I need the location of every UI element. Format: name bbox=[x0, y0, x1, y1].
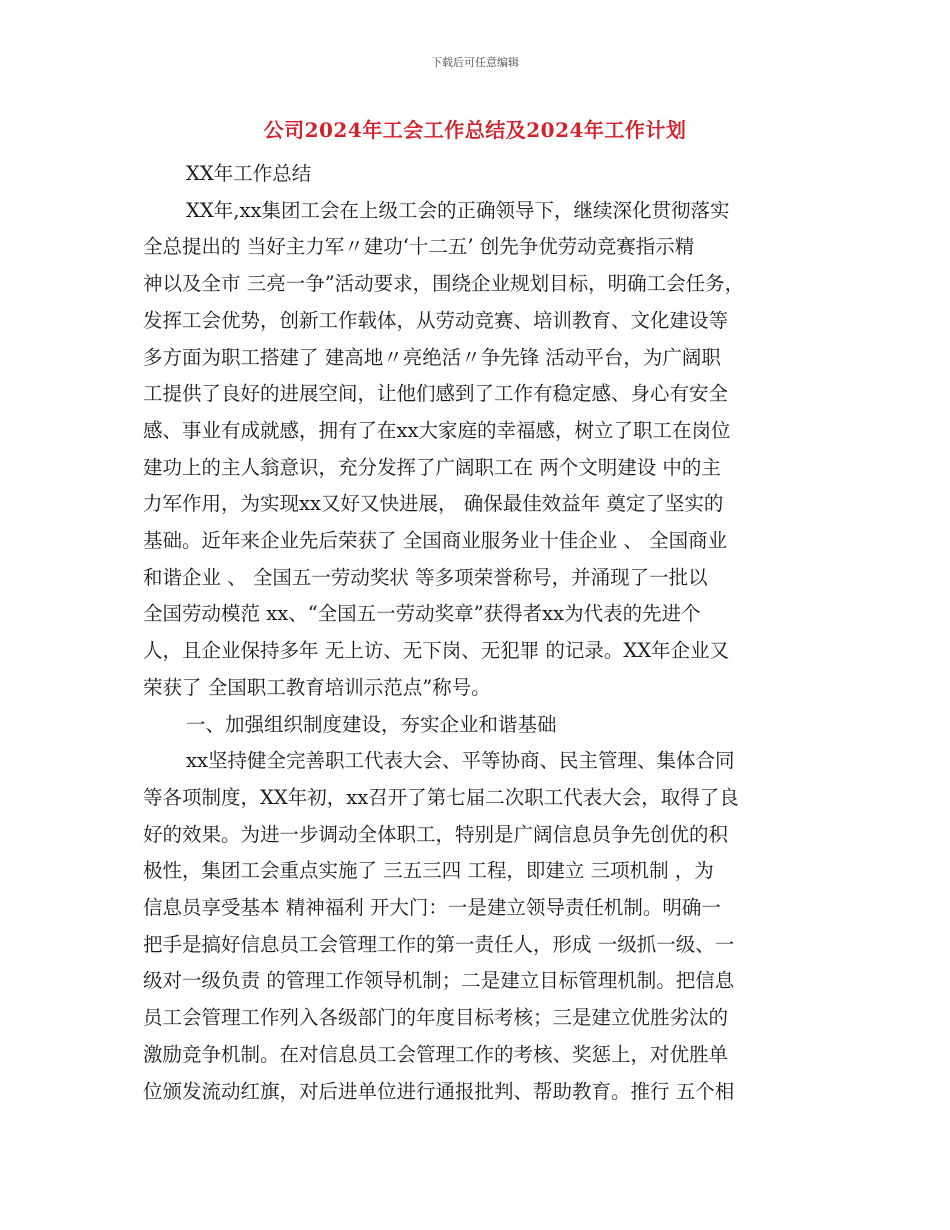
body-line: 发挥工会优势，创新工作载体，从劳动竞赛、培训教育、文化建设等 bbox=[143, 308, 729, 332]
body-line: 位颁发流动红旗，对后进单位进行通报批判、帮助教育。推行 五个相 bbox=[143, 1079, 735, 1103]
body-line: 力军作用，为实现xx又好又快进展， 确保最佳效益年 奠定了坚实的 bbox=[143, 492, 724, 516]
body-line: XX年,xx集团工会在上级工会的正确领导下，继续深化贯彻落实 bbox=[186, 198, 730, 222]
body-line: 多方面为职工搭建了 建高地〃亮绝活〃争先锋 活动平台，为广阔职 bbox=[143, 345, 721, 369]
body-line: 感、事业有成就感，拥有了在xx大家庭的幸福感，树立了职工在岗位 bbox=[143, 418, 731, 442]
body-line: 一、加强组织制度建设，夯实企业和谐基础 bbox=[186, 712, 557, 736]
body-line: 基础。近年来企业先后荣获了 全国商业服务业十佳企业 、 全国商业 bbox=[143, 529, 728, 552]
body-line: 工提供了良好的进展空间，让他们感到了工作有稳定感、身心有安全 bbox=[143, 382, 729, 406]
body-line: 把手是搞好信息员工会管理工作的第一责任人，形成 一级抓一级、一 bbox=[143, 932, 735, 956]
body-line: 信息员享受基本 精神福利 开大门：一是建立领导责任机制。明确一 bbox=[143, 896, 721, 919]
body-line: XX年工作总结 bbox=[186, 162, 312, 185]
body-line: 人，且企业保持多年 无上访、无下岗、无犯罪 的记录。XX年企业又 bbox=[143, 639, 730, 663]
body-line: xx坚持健全完善职工代表大会、平等协商、民主管理、集体合同 bbox=[186, 749, 735, 773]
body-line: 极性，集团工会重点实施了 三五三四 工程，即建立 三项机制 ，为 bbox=[143, 859, 714, 883]
body-line: 荣获了 全国职工教育培训示范点”称号。 bbox=[143, 675, 491, 699]
body-line: 好的效果。为进一步调动全体职工，特别是广阔信息员争先创优的积 bbox=[143, 822, 729, 846]
header-note: 下载后可任意编辑 bbox=[431, 56, 519, 69]
body-line: 建功上的主人翁意识，充分发挥了广阔职工在 两个文明建设 中的主 bbox=[143, 455, 721, 479]
body-line: 和谐企业 、 全国五一劳动奖状 等多项荣誉称号，并涌现了一批以 bbox=[143, 565, 708, 589]
body-line: 全国劳动模范 xx、“全国五一劳动奖章”获得者xx为代表的先进个 bbox=[143, 602, 701, 626]
body-line: 级对一级负责 的管理工作领导机制；二是建立目标管理机制。把信息 bbox=[143, 969, 735, 993]
body-line: 员工会管理工作列入各级部门的年度目标考核；三是建立优胜劣汰的 bbox=[143, 1006, 729, 1030]
body-line: 神以及全市 三亮一争”活动要求，围绕企业规划目标，明确工会任务， bbox=[143, 272, 745, 296]
body-line: 全总提出的 当好主力军〃建功‘十二五’ 创先争优劳动竞赛指示精 bbox=[143, 235, 695, 259]
body-line: 激励竞争机制。在对信息员工会管理工作的考核、奖惩上，对优胜单 bbox=[143, 1042, 729, 1066]
body-line: 等各项制度，XX年初，xx召开了第七届二次职工代表大会，取得了良 bbox=[143, 785, 739, 809]
document-title: 公司2024年工会工作总结及2024年工作计划 bbox=[263, 118, 687, 142]
